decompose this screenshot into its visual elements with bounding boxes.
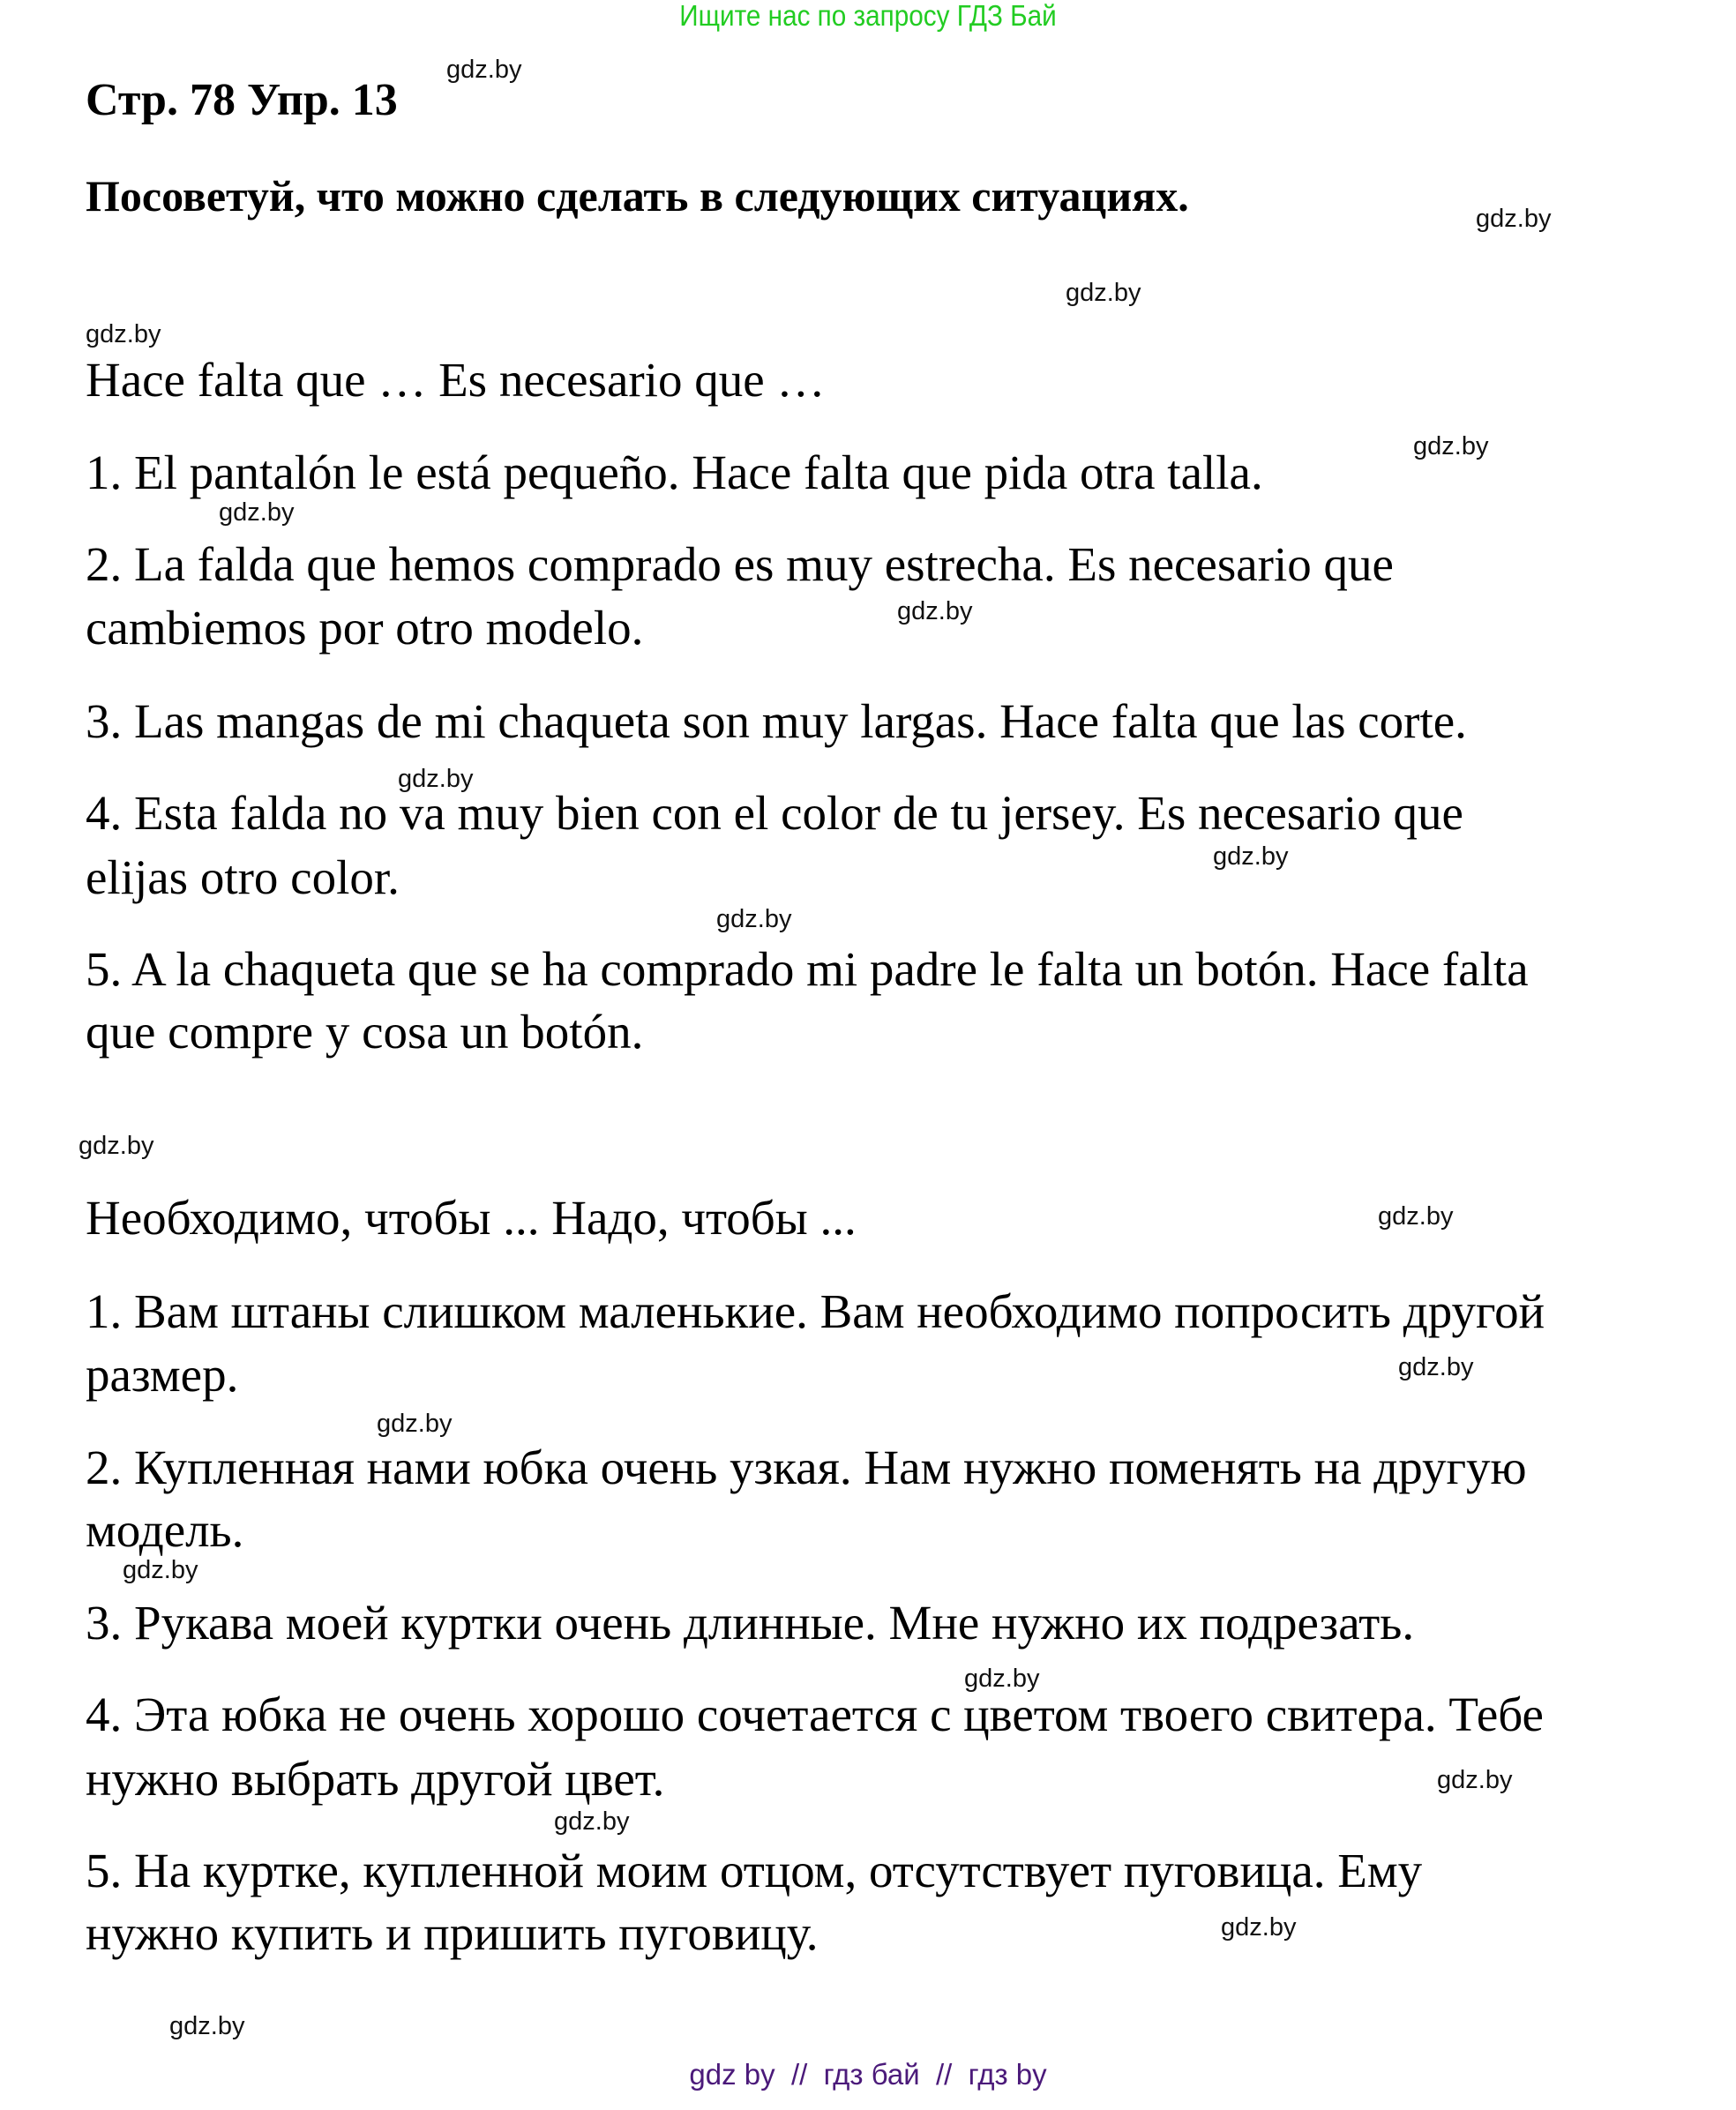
watermark: gdz.by [1213,842,1289,871]
watermark: gdz.by [398,765,474,793]
watermark: gdz.by [554,1807,630,1836]
watermark: gdz.by [1437,1766,1513,1794]
spanish-answer-line: que compre y cosa un botón. [86,1005,644,1059]
watermark: gdz.by [1413,432,1489,460]
watermark: gdz.by [86,320,161,348]
footer-links: gdz by // гдз бай // гдз by [689,2058,1047,2091]
watermark: gdz.by [123,1556,198,1584]
watermark: gdz.by [446,56,522,84]
spanish-answer-line: 4. Esta falda no va muy bien con el color de tu jersey. Es necesario que [86,786,1463,840]
spanish-answer-line: 2. La falda que hemos comprado es muy estrecha. Es necesario que [86,537,1394,591]
russian-answer-line: модель. [86,1503,244,1557]
spanish-answer-line: 1. El pantalón le está pequeño. Hace falta que pida otra talla. [86,445,1263,499]
watermark: gdz.by [169,2012,245,2040]
watermark: gdz.by [219,498,295,527]
russian-answer-line: 5. На куртке, купленной моим отцом, отсутствует пуговица. Ему [86,1844,1423,1897]
russian-answer-line: 2. Купленная нами юбка очень узкая. Нам нужно поменять на другую [86,1440,1527,1494]
russian-answer-line: нужно выбрать другой цвет. [86,1752,665,1806]
watermark: gdz.by [1221,1913,1297,1942]
russian-answer-line: нужно купить и пришить пуговицу. [86,1906,819,1960]
page-title: Стр. 78 Упр. 13 [86,75,398,125]
russian-answer-line: 4. Эта юбка не очень хорошо сочетается с цветом твоего свитера. Тебе [86,1687,1544,1741]
watermark: gdz.by [1066,279,1141,307]
russian-answer-line: размер. [86,1348,239,1402]
spanish-answer-line: cambiemos por otro modelo. [86,601,644,655]
spanish-answer-line: 5. A la chaqueta que se ha comprado mi padre le falta un botón. Hace falta [86,942,1529,996]
watermark: gdz.by [897,597,973,625]
watermark: gdz.by [716,905,792,933]
watermark: gdz.by [1378,1202,1454,1231]
exercise-instruction: Посоветуй, что можно сделать в следующих ситуациях. [86,171,1189,221]
russian-prompt: Необходимо, чтобы ... Надо, чтобы ... [86,1191,857,1245]
russian-answer-line: 3. Рукава моей куртки очень длинные. Мне нужно их подрезать. [86,1596,1415,1650]
watermark: gdz.by [1476,205,1552,233]
header-banner: Ищите нас по запросу ГДЗ Бай [679,0,1057,32]
watermark: gdz.by [964,1665,1040,1693]
watermark: gdz.by [377,1410,453,1438]
watermark: gdz.by [1398,1353,1474,1381]
spanish-answer-line: elijas otro color. [86,850,400,904]
spanish-prompt: Hace falta que … Es necesario que … [86,353,826,407]
watermark: gdz.by [79,1132,154,1160]
russian-answer-line: 1. Вам штаны слишком маленькие. Вам необходимо попросить другой [86,1284,1545,1338]
spanish-answer-line: 3. Las mangas de mi chaqueta son muy largas. Hace falta que las corte. [86,694,1467,748]
